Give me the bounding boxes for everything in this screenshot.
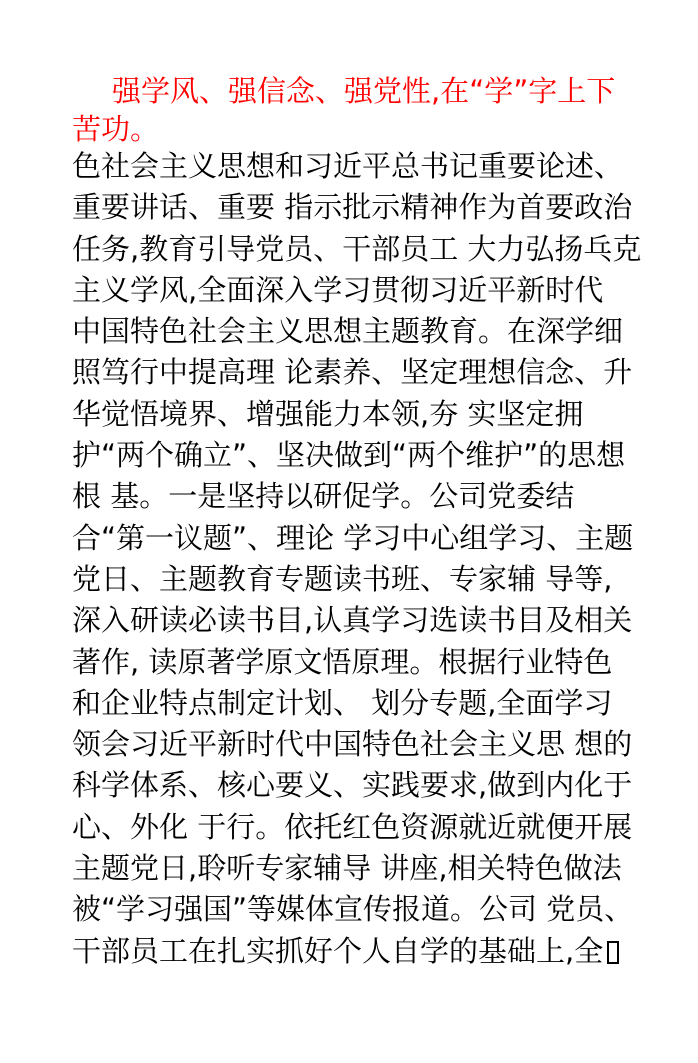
- section-heading-text: 强学风、强信念、强党性,在“学”字上下苦功。: [72, 74, 616, 146]
- paragraph-line: 护“两个确立”、坚决做到“两个维护”的思想: [72, 438, 626, 473]
- paragraph-line: 科学体系、核心要义、实践要求,做到内化于: [72, 768, 633, 803]
- paragraph-line: 主题党日,聆听专家辅导 讲座,相关特色做法: [72, 851, 622, 886]
- missing-glyph-box-icon: [607, 941, 619, 964]
- paragraph-line: 被“学习强国”等媒体宣传报道。公司 党员、: [72, 892, 634, 927]
- paragraph-line: 根 基。一是坚持以研促学。公司党委结: [72, 479, 575, 514]
- body-paragraph: [72, 146, 652, 972]
- paragraph-line: 华觉悟境界、增强能力本领,夯 实坚定拥: [72, 396, 584, 431]
- paragraph-line: 心、外化 于行。依托红色资源就近就便开展: [72, 809, 633, 844]
- paragraph-line: 任务,教育引导党员、干部员工 大力弘扬乓克: [72, 231, 642, 266]
- paragraph-line: 党日、主题教育专题读书班、专家辅 导等,: [72, 561, 613, 596]
- paragraph-line: 主义学风,全面深入学习贯彻习近平新时代: [72, 272, 604, 307]
- paragraph-line: 深入研读必读书目,认真学习选读书目及相关: [72, 603, 633, 638]
- paragraph-line: 著作, 读原著学原文悟原理。根据行业特色: [72, 644, 613, 679]
- paragraph-line: 和企业特点制定计划、 划分专题,全面学习: [72, 685, 613, 720]
- paragraph-line: 照笃行中提高理 论素养、坚定理想信念、升: [72, 355, 633, 390]
- paragraph-line-last-text: 干部员工在扎实抓好个人自学的基础上,全: [72, 933, 604, 968]
- paragraph-line: 中国特色社会主义思想主题教育。在深学细: [72, 314, 624, 349]
- paragraph-line: 合“第一议题”、理论 学习中心组学习、主题: [72, 520, 634, 555]
- section-heading: [72, 72, 632, 148]
- paragraph-line: 重要讲话、重要 指示批示精神作为首要政治: [72, 190, 633, 225]
- paragraph-line: 色社会主义思想和习近平总书记重要论述、: [72, 149, 624, 183]
- paragraph-line-last: [72, 931, 652, 972]
- paragraph-line: 领会习近平新时代中国特色社会主义思 想的: [72, 727, 633, 762]
